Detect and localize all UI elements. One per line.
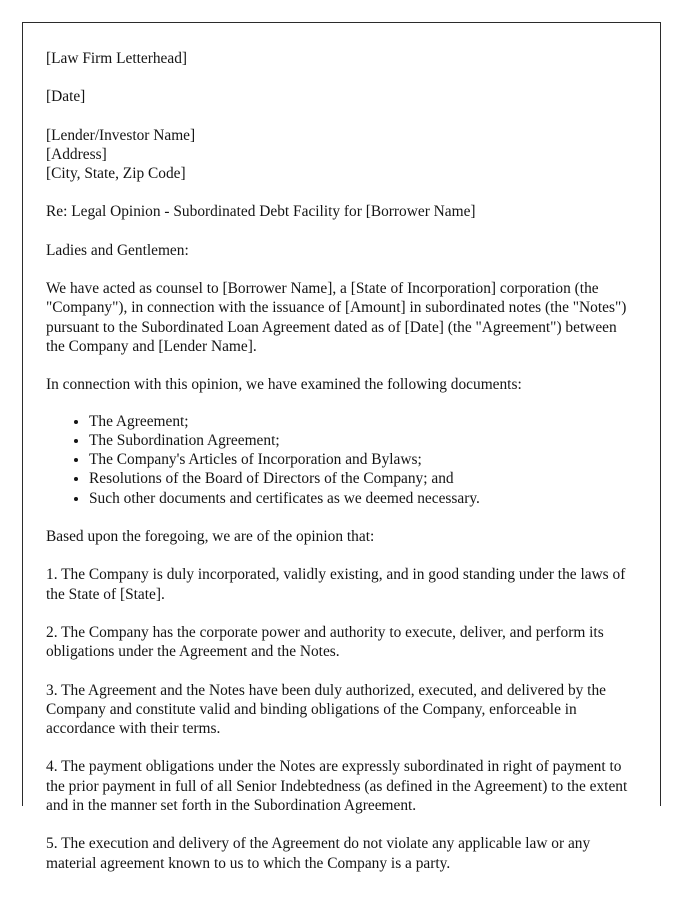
subject-block <box>46 202 635 221</box>
recipient-name: [Lender/Investor Name] <box>46 126 196 144</box>
examined-documents-section <box>46 375 635 508</box>
document-page <box>22 22 661 872</box>
opinion-item-5 <box>46 834 635 873</box>
opinion-item-4 <box>46 757 635 815</box>
opinion-item-3 <box>46 681 635 739</box>
opening-paragraph: We have acted as counsel to [Borrower Name], a [State of Incorporation] corporation (the "Company"), in connection with the issuance of [Amount] in subordinated notes (the "Notes") pursuant to the Subordinated Loan Agreement dated as of [Date] (the "Agreement") between the Company and [Lender Name]. <box>46 280 627 355</box>
examined-intro: In connection with this opinion, we have examined the following documents: <box>46 376 522 394</box>
recipient-city-state-zip: [City, State, Zip Code] <box>46 165 186 183</box>
list-item: • The Agreement; <box>89 412 635 431</box>
opinion-paragraph: 4. The payment obligations under the Notes are expressly subordinated in right of payment to the prior payment in full of all Senior Indebtedness (as defined in the Agreement) to the extent and in the manner set forth in the Subordination Agreement. <box>46 758 628 815</box>
opinion-paragraph: 1. The Company is duly incorporated, validly existing, and in good standing under the laws of the State of [State]. <box>46 566 626 603</box>
list-item: • Resolutions of the Board of Directors of the Company; and <box>89 469 635 488</box>
list-item: • The Subordination Agreement; <box>89 431 635 450</box>
opinion-paragraph: 2. The Company has the corporate power and authority to execute, deliver, and perform its obligations under the Agreement and the Notes. <box>46 623 604 661</box>
letterhead-block <box>46 49 635 68</box>
document-body <box>23 23 660 873</box>
list-item: • Such other documents and certificates as we deemed necessary. <box>89 489 635 508</box>
opinion-intro: Based upon the foregoing, we are of the opinion that: <box>46 528 375 546</box>
recipient-address: [Address] <box>46 145 107 163</box>
letter-date: [Date] <box>46 88 86 106</box>
opinion-item-1 <box>46 565 635 604</box>
opinion-paragraph: 5. The execution and delivery of the Agreement do not violate any applicable law or any material agreement known to us to which the Company is a party. <box>46 835 591 872</box>
salutation: Ladies and Gentlemen: <box>46 241 189 259</box>
salutation-block <box>46 241 635 260</box>
list-item: • The Company's Articles of Incorporation and Bylaws; <box>89 450 635 469</box>
opinion-item-2 <box>46 623 635 662</box>
recipient-address-block <box>46 126 635 184</box>
opening-paragraph-block <box>46 279 635 356</box>
subject-line: Re: Legal Opinion - Subordinated Debt Facility for [Borrower Name] <box>46 203 476 221</box>
law-firm-letterhead: [Law Firm Letterhead] <box>46 50 188 67</box>
opinion-intro-block <box>46 527 635 546</box>
date-block <box>46 87 635 106</box>
examined-documents-list <box>46 412 635 508</box>
opinion-paragraph: 3. The Agreement and the Notes have been duly authorized, executed, and delivered by the Company and constitute valid and binding obligations of the Company, enforceable in accordance with their terms. <box>46 681 606 738</box>
